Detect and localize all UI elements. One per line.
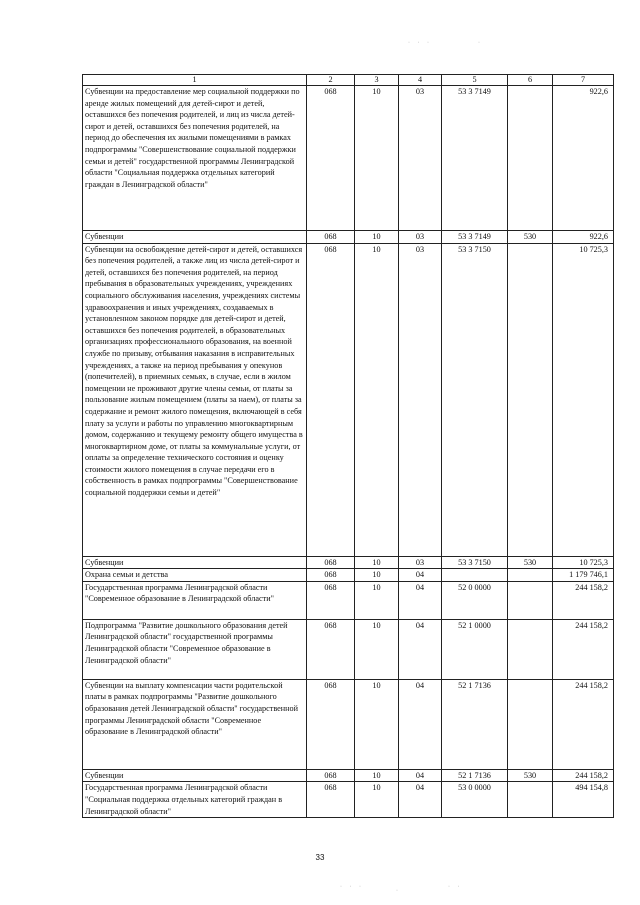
ministry-code-cell: 068 xyxy=(307,581,355,619)
amount-cell: 1 179 746,1 xyxy=(553,569,614,582)
column-header: 4 xyxy=(399,75,442,86)
expense-type-code-cell xyxy=(508,581,553,619)
subsection-code-cell: 03 xyxy=(399,556,442,569)
target-article-code-cell: 53 3 7150 xyxy=(442,243,508,556)
amount-cell: 10 725,3 xyxy=(553,243,614,556)
amount-cell: 244 158,2 xyxy=(553,581,614,619)
column-header: 2 xyxy=(307,75,355,86)
budget-table xyxy=(82,74,614,818)
item-name-cell: Подпрограмма "Развитие дошкольного образования детей Ленинградской области" государственной программы Ленинградской области "Современное образование в Ленинградской области" xyxy=(83,619,307,679)
item-name-cell: Субвенции xyxy=(83,769,307,782)
amount-cell: 244 158,2 xyxy=(553,619,614,679)
table-row xyxy=(83,569,614,582)
item-name-cell: Охрана семьи и детства xyxy=(83,569,307,582)
expense-type-code-cell xyxy=(508,86,553,231)
target-article-code-cell: 53 3 7149 xyxy=(442,231,508,244)
subsection-code-cell: 04 xyxy=(399,581,442,619)
expense-type-code-cell xyxy=(508,243,553,556)
subsection-code-cell: 04 xyxy=(399,569,442,582)
ministry-code-cell: 068 xyxy=(307,769,355,782)
target-article-code-cell: 53 3 7149 xyxy=(442,86,508,231)
ministry-code-cell: 068 xyxy=(307,556,355,569)
subsection-code-cell: 04 xyxy=(399,619,442,679)
expense-type-code-cell: 530 xyxy=(508,769,553,782)
column-header: 1 xyxy=(83,75,307,86)
subsection-code-cell: 04 xyxy=(399,679,442,769)
ministry-code-cell: 068 xyxy=(307,243,355,556)
table-body xyxy=(83,86,614,818)
table-row xyxy=(83,243,614,556)
amount-cell: 10 725,3 xyxy=(553,556,614,569)
target-article-code-cell: 52 1 7136 xyxy=(442,679,508,769)
table-row xyxy=(83,619,614,679)
table-row xyxy=(83,679,614,769)
ministry-code-cell: 068 xyxy=(307,782,355,818)
target-article-code-cell: 53 0 0000 xyxy=(442,782,508,818)
ministry-code-cell: 068 xyxy=(307,231,355,244)
target-article-code-cell: 52 1 7136 xyxy=(442,769,508,782)
section-code-cell: 10 xyxy=(355,619,399,679)
section-code-cell: 10 xyxy=(355,243,399,556)
section-code-cell: 10 xyxy=(355,569,399,582)
expense-type-code-cell xyxy=(508,619,553,679)
expense-type-code-cell xyxy=(508,782,553,818)
expense-type-code-cell xyxy=(508,569,553,582)
table-row xyxy=(83,556,614,569)
column-header: 7 xyxy=(553,75,614,86)
section-code-cell: 10 xyxy=(355,679,399,769)
ministry-code-cell: 068 xyxy=(307,86,355,231)
item-name-cell: Субвенции на выплату компенсации части родительской платы в рамках подпрограммы "Развитие дошкольного образования детей Ленинградской области" государственной программы Ленинградской области "Современное образование в Ленинградской области" xyxy=(83,679,307,769)
expense-type-code-cell: 530 xyxy=(508,231,553,244)
subsection-code-cell: 03 xyxy=(399,243,442,556)
expense-type-code-cell xyxy=(508,679,553,769)
section-code-cell: 10 xyxy=(355,231,399,244)
section-code-cell: 10 xyxy=(355,782,399,818)
scan-speck: · · · xyxy=(340,884,364,890)
amount-cell: 494 154,8 xyxy=(553,782,614,818)
ministry-code-cell: 068 xyxy=(307,619,355,679)
column-header: 5 xyxy=(442,75,508,86)
subsection-code-cell: 04 xyxy=(399,769,442,782)
page-number: 33 xyxy=(315,853,325,862)
amount-cell: 922,6 xyxy=(553,86,614,231)
subsection-code-cell: 03 xyxy=(399,231,442,244)
target-article-code-cell: 52 1 0000 xyxy=(442,619,508,679)
table-row xyxy=(83,231,614,244)
section-code-cell: 10 xyxy=(355,556,399,569)
scan-speck: · xyxy=(396,888,401,894)
amount-cell: 244 158,2 xyxy=(553,769,614,782)
table-row xyxy=(83,769,614,782)
table-row xyxy=(83,86,614,231)
table-row xyxy=(83,581,614,619)
item-name-cell: Субвенции на освобождение детей-сирот и детей, оставшихся без попечения родителей, а также лиц из числа детей-сирот и детей, оставшихся без попечения родителей, на период пребывания в образовательных учреждениях, учреждениях социального обслуживания населения, учреждениях системы здравоохранения и иных учреждениях, создаваемых в установленном законом порядке для детей-сирот и детей, оставшихся без попечения родителей, в образовательных организациях профессионального образования, на военной службе по призыву, отбывания наказания в исправительных учреждениях, а также на период пребывания у опекунов (попечителей), в приемных семьях, в случае, если в жилом помещении не проживают другие члены семьи, от платы за пользование жилым помещением (платы за наем), от платы за содержание и ремонт жилого помещения, включающей в себя плату за услуги и работы по управлению многоквартирным домом, содержанию и текущему ремонту общего имущества в многоквартирном доме, от платы за коммунальные услуги, от оплаты за определение технического состояния и оценку стоимости жилого помещения в случае передачи его в собственность в рамках подпрограммы "Совершенствование социальной поддержки семьи и детей" xyxy=(83,243,307,556)
amount-cell: 922,6 xyxy=(553,231,614,244)
expense-type-code-cell: 530 xyxy=(508,556,553,569)
item-name-cell: Государственная программа Ленинградской области "Социальная поддержка отдельных категорий граждан в Ленинградской области" xyxy=(83,782,307,818)
section-code-cell: 10 xyxy=(355,581,399,619)
item-name-cell: Субвенции xyxy=(83,556,307,569)
column-header: 6 xyxy=(508,75,553,86)
ministry-code-cell: 068 xyxy=(307,569,355,582)
amount-cell: 244 158,2 xyxy=(553,679,614,769)
target-article-code-cell xyxy=(442,569,508,582)
ministry-code-cell: 068 xyxy=(307,679,355,769)
header-row xyxy=(83,75,614,86)
item-name-cell: Государственная программа Ленинградской области "Современное образование в Ленинградской области" xyxy=(83,581,307,619)
item-name-cell: Субвенции xyxy=(83,231,307,244)
scan-speck: · · · xyxy=(408,40,432,46)
subsection-code-cell: 03 xyxy=(399,86,442,231)
scan-speck: · xyxy=(478,40,483,46)
scan-speck: · · xyxy=(448,884,463,890)
target-article-code-cell: 52 0 0000 xyxy=(442,581,508,619)
table-row xyxy=(83,782,614,818)
target-article-code-cell: 53 3 7150 xyxy=(442,556,508,569)
item-name-cell: Субвенции на предоставление мер социальной поддержки по аренде жилых помещений для детей-сирот и детей, оставшихся без попечения родителей, и лиц из числа детей-сирот и детей, оставшихся без попечения родителей, на период до обеспечения их жилыми помещениями в рамках подпрограммы "Совершенствование социальной поддержки семьи и детей" государственной программы Ленинградской области "Социальная поддержка отдельных категорий граждан в Ленинградской области" xyxy=(83,86,307,231)
column-header: 3 xyxy=(355,75,399,86)
subsection-code-cell: 04 xyxy=(399,782,442,818)
section-code-cell: 10 xyxy=(355,86,399,231)
section-code-cell: 10 xyxy=(355,769,399,782)
